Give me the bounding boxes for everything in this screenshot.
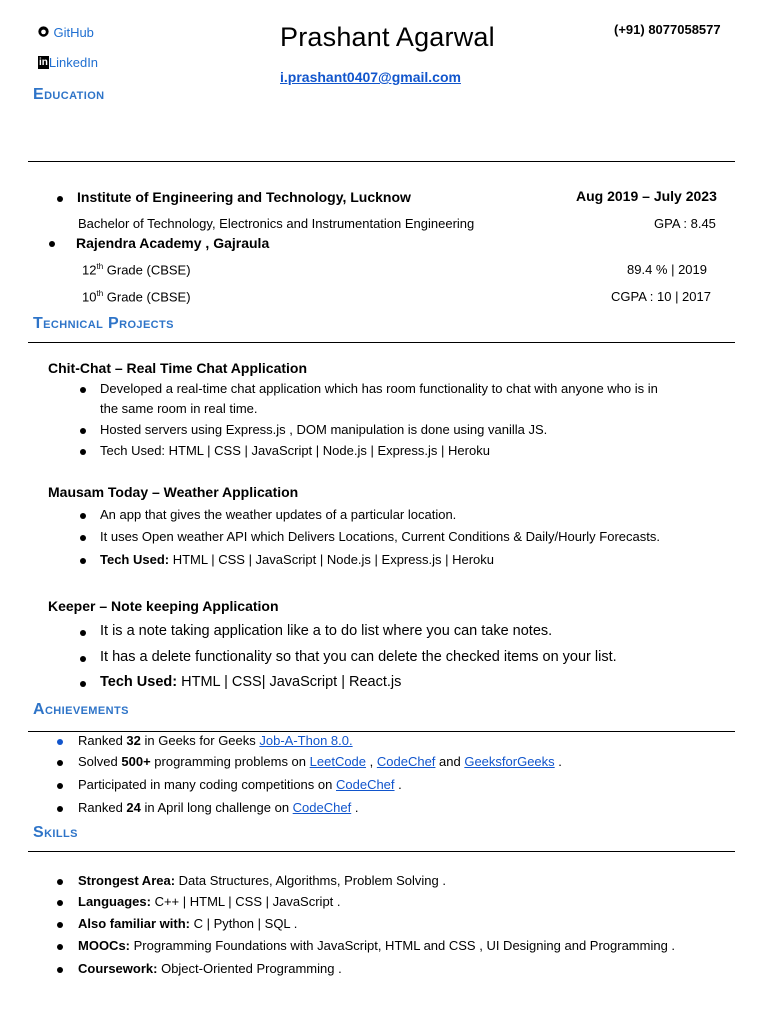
college-dates: Aug 2019 – July 2023 bbox=[576, 188, 717, 204]
bullet-icon bbox=[57, 806, 63, 812]
skill-item: MOOCs: Programming Foundations with JavaScript, HTML and CSS , UI Designing and Programming . bbox=[78, 938, 676, 953]
project-bullet: Tech Used: HTML | CSS| JavaScript | React.js bbox=[100, 674, 402, 690]
github-link[interactable] bbox=[38, 24, 94, 42]
jobathon-link[interactable]: Job-A-Thon 8.0. bbox=[259, 733, 353, 748]
section-skills-title: Skills bbox=[33, 824, 78, 841]
linkedin-label: LinkedIn bbox=[48, 55, 99, 70]
github-icon bbox=[38, 24, 49, 42]
bullet-icon bbox=[57, 944, 63, 950]
project-bullet: It is a note taking application like a to do list where you can take notes. bbox=[100, 623, 553, 639]
achievement-item: Ranked 24 in April long challenge on CodeChef . bbox=[78, 800, 359, 815]
divider bbox=[28, 851, 735, 852]
bullet-icon bbox=[57, 922, 63, 928]
skill-item: Strongest Area: Data Structures, Algorithms, Problem Solving . bbox=[78, 873, 446, 888]
project-bullet: Tech Used: HTML | CSS | JavaScript | Node.js | Express.js | Heroku bbox=[100, 443, 490, 458]
bullet-icon bbox=[80, 630, 86, 636]
skill-item: Coursework: Object-Oriented Programming . bbox=[78, 961, 342, 976]
linkedin-icon: in bbox=[39, 57, 48, 69]
project-bullet: It has a delete functionality so that you can delete the checked items on your list. bbox=[100, 649, 617, 665]
bullet-icon bbox=[80, 387, 86, 393]
grade-10-score: CGPA : 10 | 2017 bbox=[611, 289, 711, 304]
candidate-name: Prashant Agarwal bbox=[280, 22, 495, 52]
project-title: Mausam Today – Weather Application bbox=[48, 484, 299, 500]
project-bullet: Hosted servers using Express.js , DOM manipulation is done using vanilla JS. bbox=[100, 422, 548, 437]
codechef-link[interactable]: CodeChef bbox=[292, 800, 352, 815]
school-name: Rajendra Academy , Gajraula bbox=[76, 235, 270, 251]
college-name: Institute of Engineering and Technology, Lucknow bbox=[77, 189, 411, 205]
divider bbox=[28, 731, 735, 732]
project-bullet: Developed a real-time chat application which has room functionality to chat with anyone who is in bbox=[100, 381, 658, 396]
bullet-icon bbox=[80, 428, 86, 434]
bullet-icon bbox=[57, 783, 63, 789]
bullet-icon bbox=[57, 196, 63, 202]
bullet-icon bbox=[80, 513, 86, 519]
bullet-icon bbox=[57, 879, 63, 885]
codechef-link[interactable]: CodeChef bbox=[376, 754, 436, 769]
achievement-item: Ranked 32 in Geeks for Geeks Job-A-Thon 8.0. bbox=[78, 733, 353, 748]
github-label: GitHub bbox=[53, 25, 94, 41]
geeksforgeeks-link[interactable]: GeeksforGeeks bbox=[464, 754, 555, 769]
grade-12-label: 12th Grade (CBSE) bbox=[82, 262, 191, 278]
bullet-icon bbox=[57, 739, 63, 745]
codechef-link[interactable]: CodeChef bbox=[335, 777, 395, 792]
bullet-icon bbox=[57, 760, 63, 766]
section-education-title: Education bbox=[33, 86, 105, 103]
bullet-icon bbox=[80, 535, 86, 541]
project-title: Chit-Chat – Real Time Chat Application bbox=[48, 360, 308, 376]
leetcode-link[interactable]: LeetCode bbox=[309, 754, 367, 769]
grade-10-label: 10th Grade (CBSE) bbox=[82, 289, 191, 305]
achievement-item: Participated in many coding competitions on CodeChef . bbox=[78, 777, 402, 792]
bullet-icon bbox=[80, 656, 86, 662]
bullet-icon bbox=[49, 241, 55, 247]
section-achievements-title: Achievements bbox=[33, 701, 129, 718]
email-link[interactable]: i.prashant0407@gmail.com bbox=[280, 69, 461, 85]
project-bullet: An app that gives the weather updates of a particular location. bbox=[100, 507, 457, 522]
bullet-icon bbox=[80, 449, 86, 455]
bullet-icon bbox=[80, 558, 86, 564]
linkedin-link[interactable] bbox=[38, 54, 98, 72]
project-title: Keeper – Note keeping Application bbox=[48, 598, 279, 614]
section-projects-title: Technical Projects bbox=[33, 315, 174, 332]
college-gpa: GPA : 8.45 bbox=[654, 216, 716, 231]
divider bbox=[28, 161, 735, 162]
college-degree: Bachelor of Technology, Electronics and Instrumentation Engineering bbox=[78, 216, 475, 231]
skill-item: Also familiar with: C | Python | SQL . bbox=[78, 916, 298, 931]
project-bullet: It uses Open weather API which Delivers Locations, Current Conditions & Daily/Hourly Forecasts. bbox=[100, 529, 660, 544]
bullet-icon bbox=[57, 967, 63, 973]
achievement-item: Solved 500+ programming problems on LeetCode , CodeChef and GeeksforGeeks . bbox=[78, 754, 562, 769]
phone-number: (+91) 8077058577 bbox=[614, 22, 721, 37]
divider bbox=[28, 342, 735, 343]
bullet-icon bbox=[80, 681, 86, 687]
skill-item: Languages: C++ | HTML | CSS | JavaScript . bbox=[78, 894, 341, 909]
bullet-icon bbox=[57, 900, 63, 906]
project-bullet: Tech Used: HTML | CSS | JavaScript | Node.js | Express.js | Heroku bbox=[100, 552, 494, 567]
project-bullet-cont: the same room in real time. bbox=[100, 401, 258, 416]
grade-12-score: 89.4 % | 2019 bbox=[627, 262, 707, 277]
